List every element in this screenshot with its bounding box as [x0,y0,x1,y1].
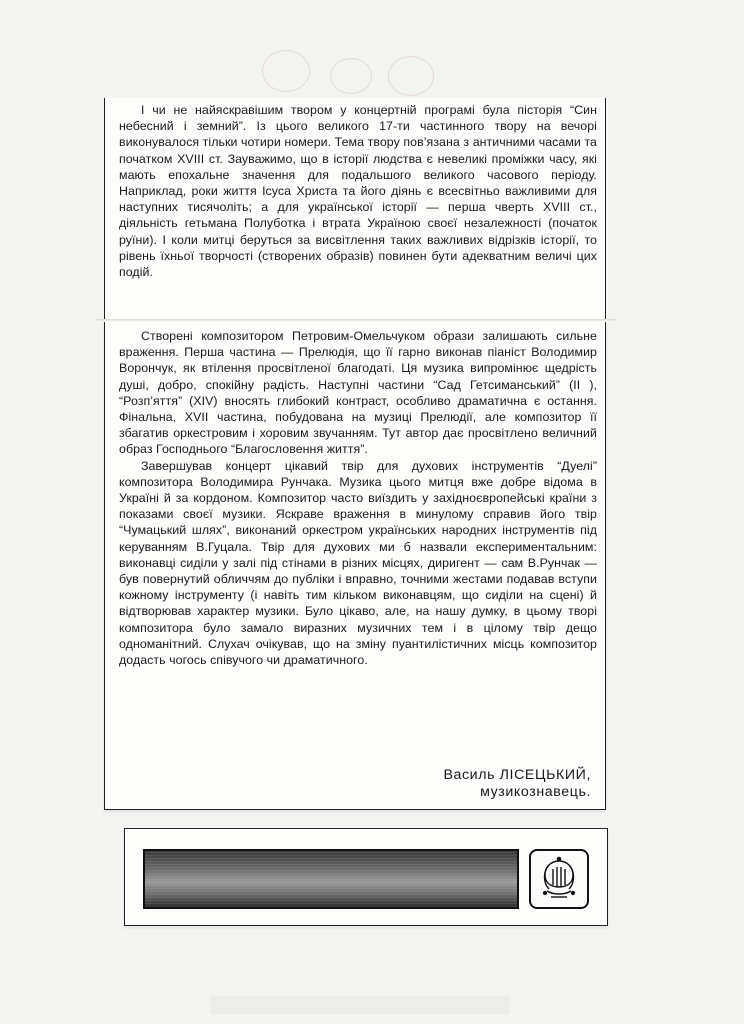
banner-gradient-bar [143,849,519,909]
back-side-bleed [210,996,510,1014]
lyre-ornament-svg [535,855,583,903]
lyre-ornament-icon [529,849,589,909]
paper-stain [262,50,310,92]
article-paragraph-1: І чи не найяскравішим твором у концертній програмі була пісторія “Син небесний і земний”. Із цього великого 17-ти частинного твору на вечорі виконувалося тільки чотири номери. Тема твору пов’язана з античними часами та початком XVIII ст. Зауважимо, що в історії людства є невеликі проміжки часу, які мають епохальне значення для подальшого великого часового періоду. Наприклад, роки життя Ісуса Христа та його діянь є всесвітньо важливими для наступних тисячоліть; а для української історії — перша чверть XVIII ст., діяльність гетьмана Полуботка і втрата Україною своєї незалежності (початок руїни). І коли митці беруться за висвітлення таких важливих відрізків історії, то рівень їхньої творчості (створених образів) повинен бути адекватним величі цих подій. [119,103,597,280]
article-paragraph-2: Створені композитором Петровим-Омельчуком образи залишають сильне враження. Перша частина — Прелюдія, що її гарно виконав піаніст Володимир Ворончук, як втілення просвітленої благодаті. Ця музика випромінює щедрість душі, добро, спокійну радість. Наступні частини “Сад Гетсиманський” (II ), “Розп’яття” (XIV) вносять глибокий контраст, особливо драматична є остання. Фінальна, XVII частина, побудована на музиці Прелюдії, але композитор її збагатив оркестровим і хоровим звучанням. Тут автор дає просвітлено величний образ Господнього “Благословення життя”. [119,329,597,457]
article-clipping-top [104,98,606,320]
article-clipping-bottom [104,322,606,810]
banner-strip [124,828,608,926]
author-title: музикознавець. [480,784,591,800]
article-paragraph-3: Завершував концерт цікавий твір для духових інструментів “Дуелі” композитора Володимира Рунчака. Музика цього митця вже добре відома в Україні й за кордоном. Композитор часто виїздить у західноєвропейські країни з показами своєї музики. Яскраве враження в минулому справив його твір “Чумацький шлях”, виконаний оркестром українських народних інструментів під керуванням В.Гуцала. Твір для духових ми б назвали експериментальним: виконавці сиділи у залі під стінами в різних місцях, диригент — сам В.Рунчак — був повернутий обличчям до публіки і вправно, точними жестами подавав вступи кожному інструменту (і навіть тим кільком виконавцям, що сиділи на сцені) й відтворював характер музики. Було цікаво, але, на нашу думку, в цьому творі композитора було замало виразних музичних тем і в цілому твір дещо одноманітний. Слухач очікував, що на зміну пуантилістичних місць композитор додасть чогось співучого чи драматичного. [119,458,597,668]
author-name: Василь ЛІСЕЦЬКИЙ, [443,767,591,783]
paper-stain [388,56,434,96]
paper-stain [330,58,372,94]
author-signature [443,767,591,801]
